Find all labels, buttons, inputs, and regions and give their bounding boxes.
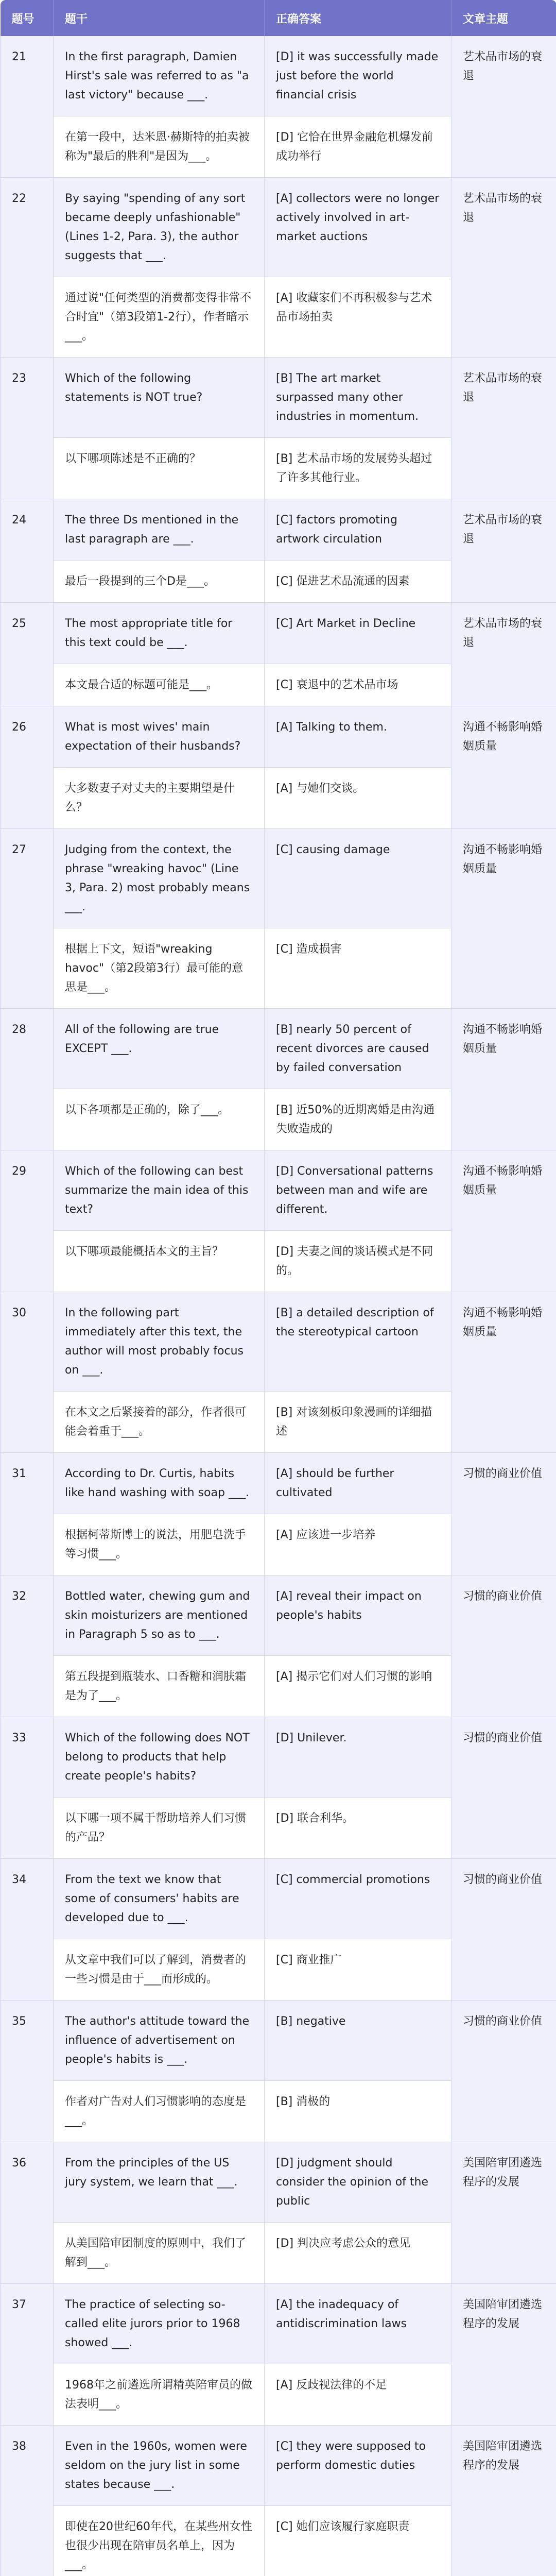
correct-answer-english: [C] factors promoting artwork circulation — [265, 499, 451, 561]
correct-answer-chinese: [C] 她们应该履行家庭职责 — [265, 2506, 451, 2576]
article-theme: 美国陪审团遴选程序的发展 — [451, 2284, 556, 2426]
correct-answer-chinese: [C] 造成损害 — [265, 928, 451, 1009]
question-number: 22 — [1, 178, 54, 358]
table-row-english — [1, 2426, 556, 2506]
table-row-english — [1, 2001, 556, 2081]
table-row-english — [1, 1009, 556, 1089]
question-stem-chinese: 作者对广告对人们习惯影响的态度是___。 — [54, 2081, 265, 2142]
correct-answer-english: [D] it was successfully made just before the world financial crisis — [265, 36, 451, 116]
article-theme: 习惯的商业价值 — [451, 1453, 556, 1575]
correct-answer-chinese: [C] 衰退中的艺术品市场 — [265, 664, 451, 706]
article-theme: 沟通不畅影响婚姻质量 — [451, 706, 556, 829]
correct-answer-chinese: [C] 促进艺术品流通的因素 — [265, 561, 451, 603]
article-theme: 沟通不畅影响婚姻质量 — [451, 1009, 556, 1150]
correct-answer-english: [A] Talking to them. — [265, 706, 451, 768]
correct-answer-english: [B] a detailed description of the stereotypical cartoon — [265, 1292, 451, 1392]
question-stem-english: Judging from the context, the phrase "wreaking havoc" (Line 3, Para. 2) most probably means ___. — [54, 829, 265, 928]
question-stem-english: In the first paragraph, Damien Hirst's sale was referred to as "a last victory" because ___. — [54, 36, 265, 116]
correct-answer-english: [B] nearly 50 percent of recent divorces are caused by failed conversation — [265, 1009, 451, 1089]
article-theme: 沟通不畅影响婚姻质量 — [451, 1292, 556, 1453]
article-theme: 艺术品市场的衰退 — [451, 178, 556, 358]
correct-answer-english: [C] they were supposed to perform domestic duties — [265, 2426, 451, 2506]
article-theme: 沟通不畅影响婚姻质量 — [451, 1150, 556, 1292]
question-stem-english: From the text we know that some of consumers' habits are developed due to ___. — [54, 1859, 265, 1939]
table-row-english — [1, 1150, 556, 1231]
table-body — [1, 36, 556, 2576]
correct-answer-english: [C] commercial promotions — [265, 1859, 451, 1939]
correct-answer-chinese: [B] 艺术品市场的发展势头超过了许多其他行业。 — [265, 438, 451, 499]
question-stem-english: What is most wives' main expectation of their husbands? — [54, 706, 265, 768]
header-question-number: 题号 — [1, 0, 54, 36]
article-theme: 美国陪审团遴选程序的发展 — [451, 2426, 556, 2576]
question-stem-chinese: 从美国陪审团制度的原则中，我们了解到___。 — [54, 2223, 265, 2284]
question-number: 36 — [1, 2142, 54, 2284]
correct-answer-chinese: [B] 对该刻板印象漫画的详细描述 — [265, 1392, 451, 1453]
correct-answer-english: [C] Art Market in Decline — [265, 603, 451, 664]
correct-answer-chinese: [B] 消极的 — [265, 2081, 451, 2142]
question-number: 35 — [1, 2001, 54, 2142]
table-row-english — [1, 499, 556, 561]
table-row-english — [1, 358, 556, 438]
correct-answer-english: [A] collectors were no longer actively involved in art-market auctions — [265, 178, 451, 277]
correct-answer-english: [D] judgment should consider the opinion of the public — [265, 2142, 451, 2223]
question-stem-english: By saying "spending of any sort became deeply unfashionable" (Lines 1-2, Para. 3), the author suggests that ___. — [54, 178, 265, 277]
question-number: 38 — [1, 2426, 54, 2576]
correct-answer-chinese: [A] 与她们交谈。 — [265, 768, 451, 829]
correct-answer-chinese: [A] 揭示它们对人们习惯的影响 — [265, 1656, 451, 1717]
question-stem-chinese: 以下各项都是正确的，除了___。 — [54, 1089, 265, 1150]
question-stem-english: In the following part immediately after this text, the author will most probably focus on ___. — [54, 1292, 265, 1392]
question-number: 34 — [1, 1859, 54, 2001]
article-theme: 习惯的商业价值 — [451, 1717, 556, 1859]
question-stem-chinese: 1968年之前遴选所谓精英陪审员的做法表明___。 — [54, 2364, 265, 2426]
table-row-english — [1, 1575, 556, 1656]
correct-answer-chinese: [B] 近50%的近期离婚是由沟通失败造成的 — [265, 1089, 451, 1150]
question-stem-chinese: 即使在20世纪60年代，在某些州女性也很少出现在陪审员名单上，因为___。 — [54, 2506, 265, 2576]
table-header-row — [1, 0, 556, 36]
correct-answer-english: [D] Unilever. — [265, 1717, 451, 1798]
question-number: 25 — [1, 603, 54, 706]
question-number: 29 — [1, 1150, 54, 1292]
article-theme: 艺术品市场的衰退 — [451, 358, 556, 499]
table-row-english — [1, 1292, 556, 1392]
correct-answer-chinese: [D] 联合利华。 — [265, 1798, 451, 1859]
table-row-english — [1, 706, 556, 768]
question-number: 27 — [1, 829, 54, 1009]
question-stem-english: From the principles of the US jury system, we learn that ___. — [54, 2142, 265, 2223]
table-row-english — [1, 2284, 556, 2364]
table-row-english — [1, 178, 556, 277]
question-stem-english: All of the following are true EXCEPT ___. — [54, 1009, 265, 1089]
correct-answer-chinese: [A] 应该进一步培养 — [265, 1514, 451, 1575]
question-number: 21 — [1, 36, 54, 178]
question-number: 24 — [1, 499, 54, 603]
article-theme: 艺术品市场的衰退 — [451, 36, 556, 178]
question-number: 28 — [1, 1009, 54, 1150]
question-stem-english: Which of the following can best summarize the main idea of this text? — [54, 1150, 265, 1231]
question-number: 23 — [1, 358, 54, 499]
article-theme: 美国陪审团遴选程序的发展 — [451, 2142, 556, 2284]
table-row-english — [1, 1717, 556, 1798]
question-stem-chinese: 以下哪项最能概括本文的主旨？ — [54, 1231, 265, 1292]
question-number: 26 — [1, 706, 54, 829]
question-stem-english: According to Dr. Curtis, habits like hand washing with soap ___. — [54, 1453, 265, 1514]
question-stem-chinese: 以下哪一项不属于帮助培养人们习惯的产品？ — [54, 1798, 265, 1859]
header-article-theme: 文章主题 — [451, 0, 556, 36]
question-stem-chinese: 在第一段中，达米恩·赫斯特的拍卖被称为"最后的胜利"是因为___。 — [54, 116, 265, 178]
question-stem-chinese: 在本文之后紧接着的部分，作者很可能会着重于___。 — [54, 1392, 265, 1453]
header-correct-answer: 正确答案 — [265, 0, 451, 36]
correct-answer-english: [A] the inadequacy of antidiscrimination laws — [265, 2284, 451, 2364]
table-row-english — [1, 1453, 556, 1514]
question-number: 30 — [1, 1292, 54, 1453]
article-theme: 习惯的商业价值 — [451, 1575, 556, 1717]
article-theme: 习惯的商业价值 — [451, 1859, 556, 2001]
table-row-english — [1, 603, 556, 664]
table-row-english — [1, 1859, 556, 1939]
question-stem-english: Bottled water, chewing gum and skin moisturizers are mentioned in Paragraph 5 so as to ___. — [54, 1575, 265, 1656]
correct-answer-english: [B] negative — [265, 2001, 451, 2081]
question-stem-english: The three Ds mentioned in the last paragraph are ___. — [54, 499, 265, 561]
correct-answer-english: [C] causing damage — [265, 829, 451, 928]
question-stem-chinese: 从文章中我们可以了解到，消费者的一些习惯是由于___而形成的。 — [54, 1939, 265, 2001]
correct-answer-chinese: [A] 反歧视法律的不足 — [265, 2364, 451, 2426]
correct-answer-chinese: [D] 夫妻之间的谈话模式是不同的。 — [265, 1231, 451, 1292]
question-stem-chinese: 大多数妻子对丈夫的主要期望是什么？ — [54, 768, 265, 829]
question-number: 31 — [1, 1453, 54, 1575]
table-row-english — [1, 829, 556, 928]
question-stem-english: The practice of selecting so-called elite jurors prior to 1968 showed ___. — [54, 2284, 265, 2364]
question-stem-english: Even in the 1960s, women were seldom on the jury list in some states because ___. — [54, 2426, 265, 2506]
correct-answer-chinese: [D] 判决应考虑公众的意见 — [265, 2223, 451, 2284]
question-stem-english: Which of the following statements is NOT true? — [54, 358, 265, 438]
correct-answer-english: [A] reveal their impact on people's habits — [265, 1575, 451, 1656]
article-theme: 沟通不畅影响婚姻质量 — [451, 829, 556, 1009]
question-stem-chinese: 以下哪项陈述是不正确的？ — [54, 438, 265, 499]
question-stem-chinese: 根据上下文，短语"wreaking havoc"（第2段第3行）最可能的意思是___。 — [54, 928, 265, 1009]
question-number: 32 — [1, 1575, 54, 1717]
correct-answer-chinese: [D] 它恰在世界金融危机爆发前成功举行 — [265, 116, 451, 178]
correct-answer-chinese: [C] 商业推广 — [265, 1939, 451, 2001]
correct-answer-english: [A] should be further cultivated — [265, 1453, 451, 1514]
question-stem-english: Which of the following does NOT belong to products that help create people's habits? — [54, 1717, 265, 1798]
article-theme: 艺术品市场的衰退 — [451, 603, 556, 706]
header-question-stem: 题干 — [54, 0, 265, 36]
question-stem-chinese: 第五段提到瓶装水、口香糖和润肤霜是为了___。 — [54, 1656, 265, 1717]
question-stem-chinese: 本文最合适的标题可能是___。 — [54, 664, 265, 706]
article-theme: 习惯的商业价值 — [451, 2001, 556, 2142]
question-number: 33 — [1, 1717, 54, 1859]
table-row-english — [1, 36, 556, 116]
question-number: 37 — [1, 2284, 54, 2426]
correct-answer-english: [B] The art market surpassed many other industries in momentum. — [265, 358, 451, 438]
question-stem-english: The most appropriate title for this text could be ___. — [54, 603, 265, 664]
question-stem-english: The author's attitude toward the influence of advertisement on people's habits is ___. — [54, 2001, 265, 2081]
question-stem-chinese: 最后一段提到的三个D是___。 — [54, 561, 265, 603]
correct-answer-english: [D] Conversational patterns between man and wife are different. — [265, 1150, 451, 1231]
question-stem-chinese: 根据柯蒂斯博士的说法，用肥皂洗手等习惯___。 — [54, 1514, 265, 1575]
article-theme: 艺术品市场的衰退 — [451, 499, 556, 603]
correct-answer-chinese: [A] 收藏家们不再积极参与艺术品市场拍卖 — [265, 277, 451, 358]
question-stem-chinese: 通过说"任何类型的消费都变得非常不合时宜"（第3段第1-2行），作者暗示___。 — [54, 277, 265, 358]
table-row-english — [1, 2142, 556, 2223]
